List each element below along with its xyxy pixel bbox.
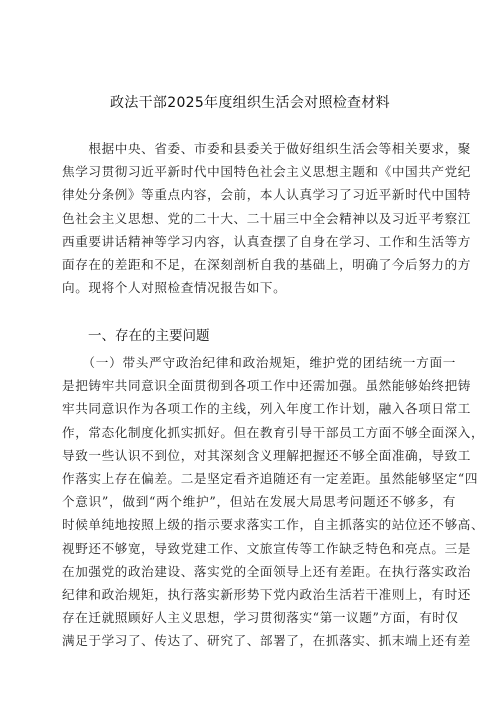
text-line: 导致一些认识不到位，对其深刻含义理解把握还不够全面准确，导致工 xyxy=(62,447,472,463)
document-title: 政法干部2025年度组织生活会对照检查材料 xyxy=(110,95,390,111)
text-line: 存在迁就照顾好人主义思想，学习贯彻落实“第一议题”方面，有时仅 xyxy=(62,610,459,626)
intro-paragraph xyxy=(62,137,472,299)
text-line: 满足于学习了、传达了、研究了、部署了，在抓落实、抓末端上还有差 xyxy=(62,633,472,649)
text-line: 纪律和政治规矩，执行落实新形势下党内政治生活若干准则上，有时还 xyxy=(62,586,472,602)
section-heading: 一、存在的主要问题 xyxy=(88,328,210,344)
text-line: 西重要讲话精神等学习内容，认真查摆了自身在学习、工作和生活等方 xyxy=(62,233,472,249)
text-line: 向。现将个人对照检查情况报告如下。 xyxy=(62,280,287,296)
text-line: 个意识”，做到“两个维护”，但站在发展大局思考问题还不够多，有 xyxy=(62,494,456,510)
text-line: 是把铸牢共同意识全面贯彻到各项工作中还需加强。虽然能够始终把铸 xyxy=(62,378,472,394)
text-line: 焦学习贯彻习近平新时代中国特色社会主义思想主题和《中国共产党纪 xyxy=(62,164,472,180)
body-paragraph xyxy=(62,351,485,652)
text-line: 时候单纯地按照上级的指示要求落实工作，自主抓落实的站位还不够高、 xyxy=(62,517,485,533)
text-line: 牢共同意识作为各项工作的主线，列入年度工作计划，融入各项日常工 xyxy=(62,401,472,417)
text-line: 根据中央、省委、市委和县委关于做好组织生活会等相关要求，聚 xyxy=(62,141,472,156)
text-line: 色社会主义思想、党的二十大、二十届三中全会精神以及习近平考察江 xyxy=(62,210,472,226)
text-line: 作落实上存在偏差。二是坚定看齐追随还有一定差距。虽然能够坚定“四 xyxy=(62,470,479,486)
text-line: 视野还不够宽，导致党建工作、文旅宣传等工作缺乏特色和亮点。三是 xyxy=(62,540,472,556)
text-line: 作，常态化制度化抓实抓好。但在教育引导干部员工方面不够全面深入， xyxy=(62,424,485,440)
text-line: 律处分条例》等重点内容，会前，本人认真学习了习近平新时代中国特 xyxy=(62,187,472,203)
text-line: 在加强党的政治建设、落实党的全面领导上还有差距。在执行落实政治 xyxy=(62,563,472,579)
text-line: 面存在的差距和不足，在深刻剖析自我的基础上，明确了今后努力的方 xyxy=(62,256,472,272)
text-line: （一）带头严守政治纪律和政治规矩，维护党的团结统一方面一 xyxy=(62,355,456,370)
